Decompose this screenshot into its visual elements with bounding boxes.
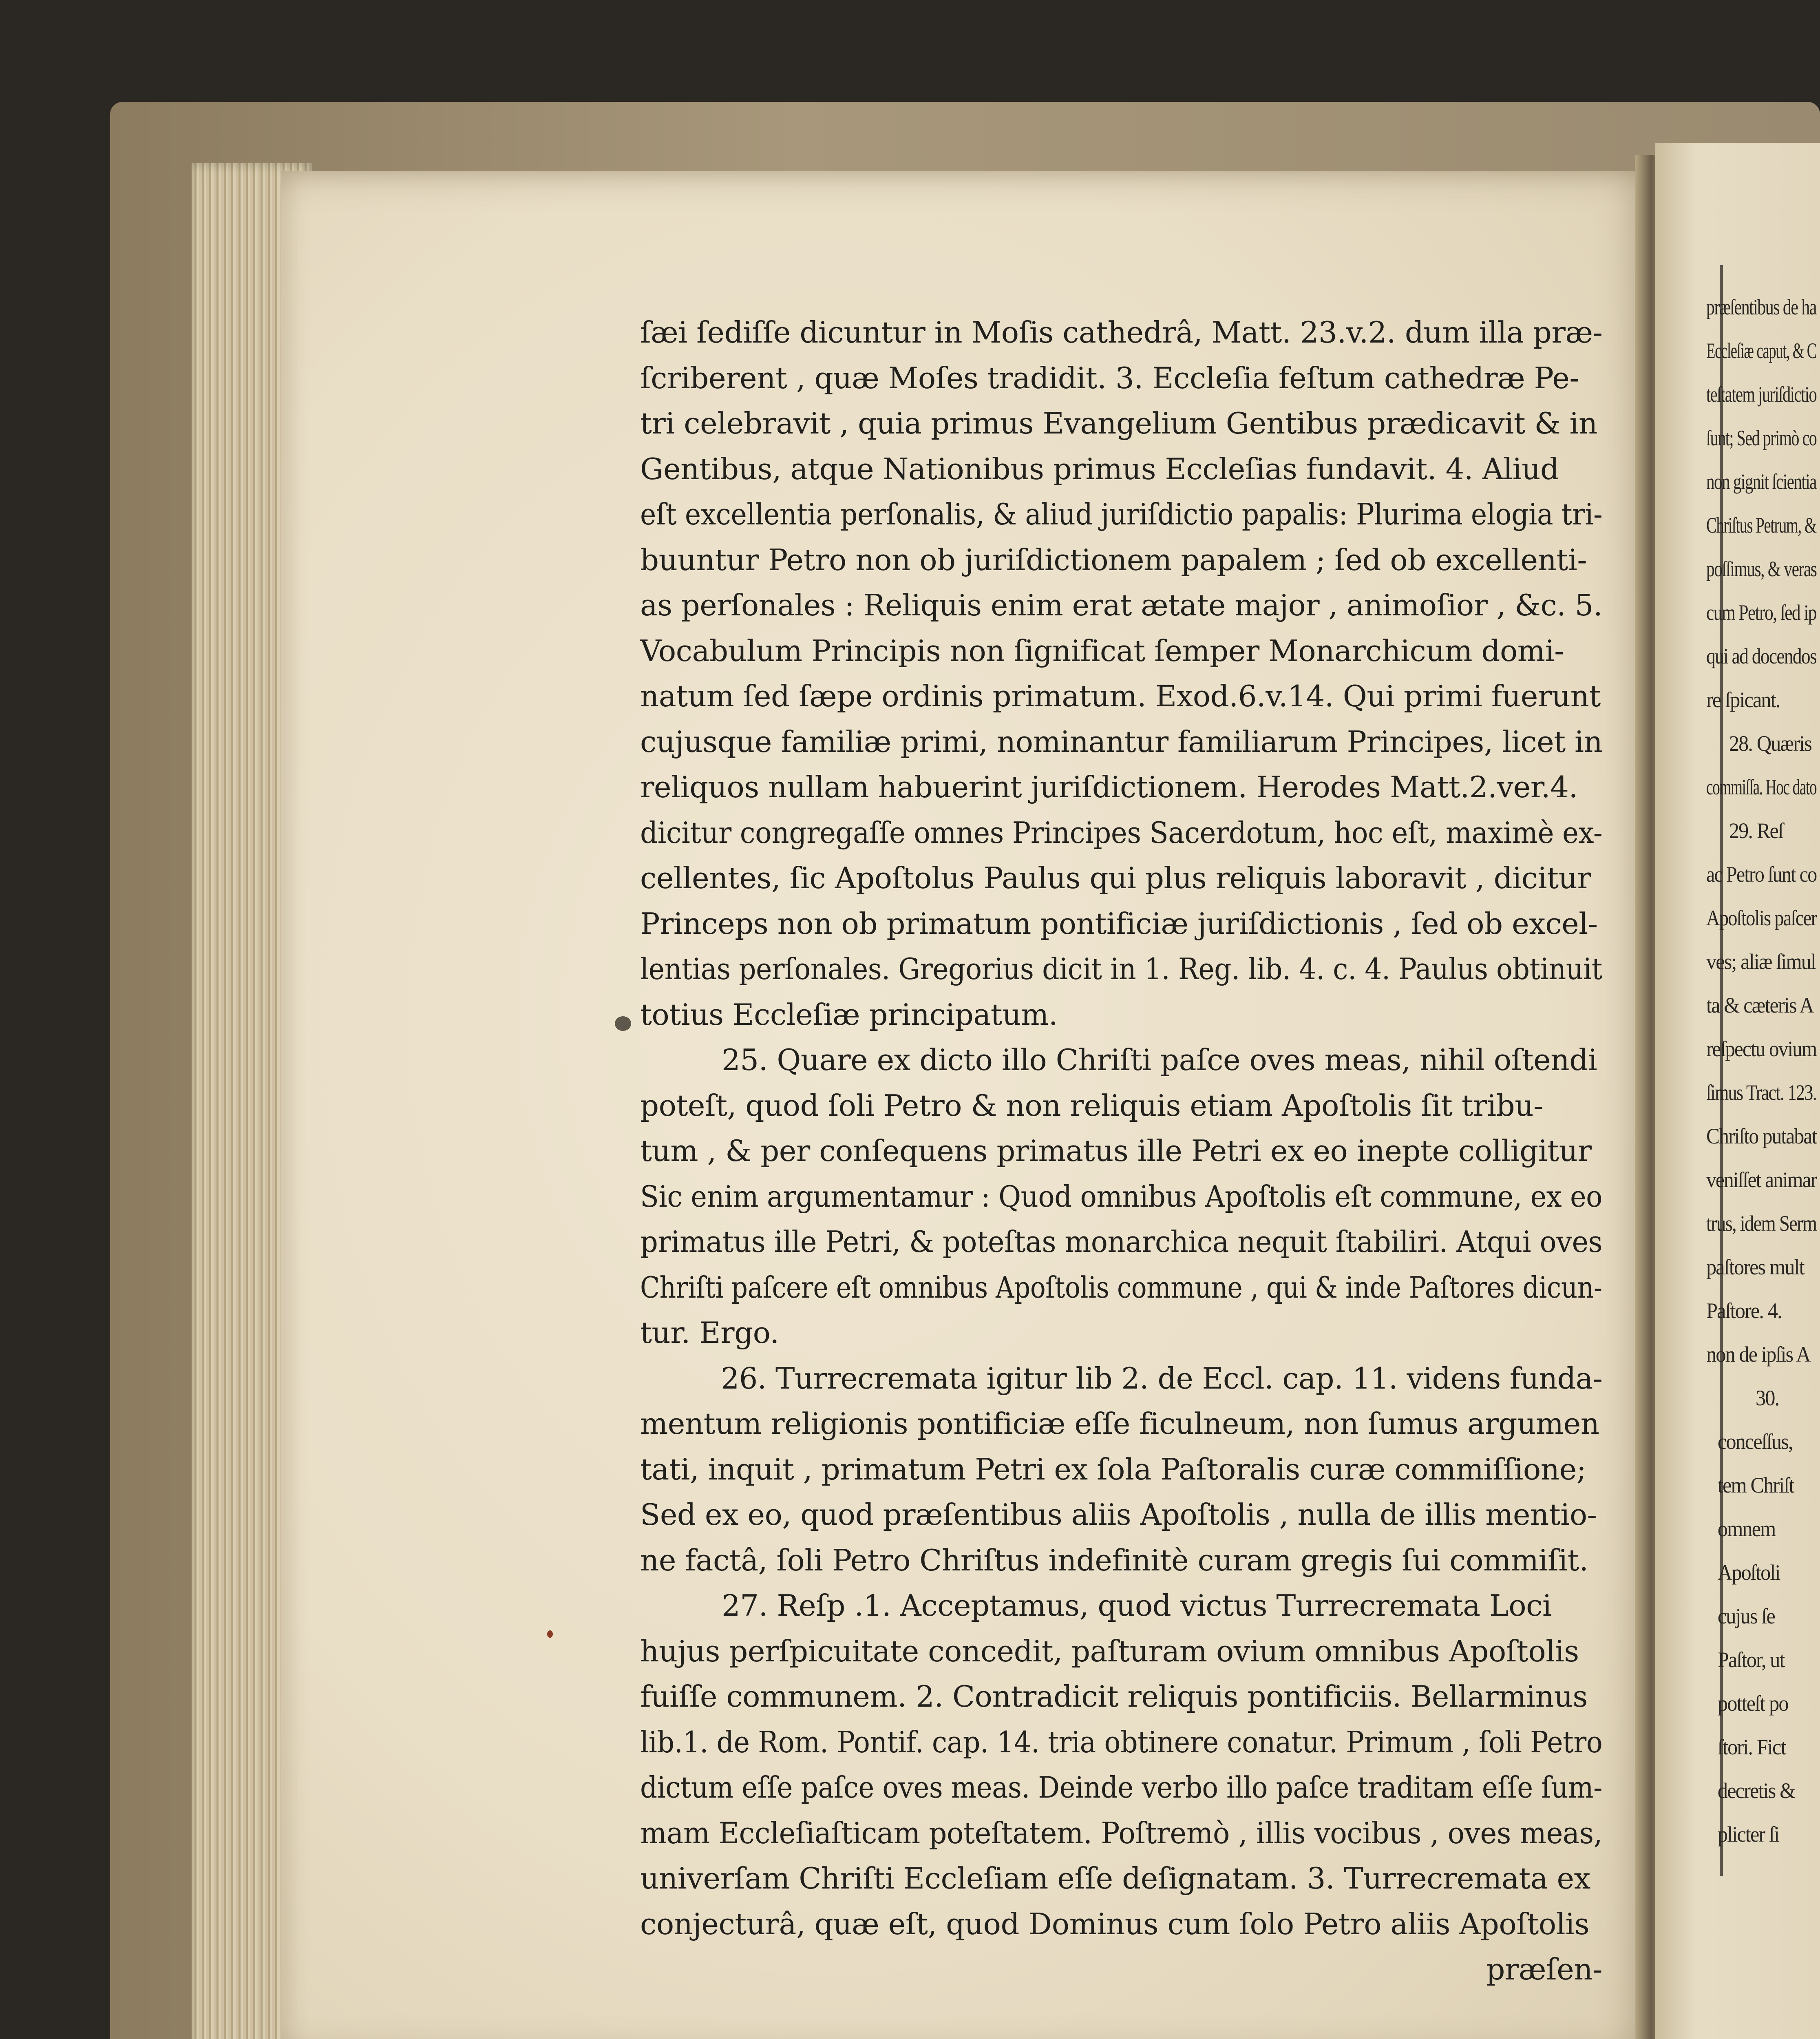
facing-text-line: præſentibus de ha (1706, 295, 1816, 319)
facing-text-line: teſtatem juriſdictio (1706, 382, 1817, 407)
facing-text-line: cujus ſe (1717, 1604, 1775, 1628)
page-text (640, 310, 1602, 1993)
text-line: Sed ex eo, quod præſentibus aliis Apoſtolis , nulla de illis mentio- (640, 1497, 1597, 1532)
facing-text-line: ſunt; Sed primò co (1706, 426, 1817, 450)
facing-text-line: non gignit ſcientia (1706, 469, 1816, 494)
text-line: ne factâ, ſoli Petro Chriſtus indefinitè curam gregis ſui commiſit. (640, 1543, 1588, 1577)
facing-page-text (1706, 285, 1820, 1856)
facing-text-line: ſimus Tract. 123. (1706, 1080, 1817, 1105)
facing-text-line: ac Petro ſunt co (1706, 862, 1817, 887)
facing-text-line: cum Petro, ſed ip (1706, 600, 1816, 625)
text-line: dictum eſſe paſce oves meas. Deinde verbo illo paſce traditam eſſe ſum- (640, 1770, 1602, 1805)
text-line: totius Eccleſiæ principatum. (640, 997, 1058, 1032)
text-line: primatus ille Petri, & poteſtas monarchica nequit ſtabiliri. Atqui oves (640, 1225, 1603, 1259)
text-line: 27. Reſp .1. Acceptamus, quod victus Turrecremata Loci (722, 1588, 1552, 1623)
facing-text-line: ves; aliæ ſimul (1706, 949, 1816, 974)
facing-text-line: trus, idem Serm (1706, 1211, 1817, 1236)
facing-text-line: conceſſus, (1717, 1429, 1793, 1454)
facing-text-line: commiſſa. Hoc dato (1706, 775, 1817, 799)
text-line: tri celebravit , quia primus Evangelium Gentibus prædicavit & in (640, 406, 1597, 440)
facing-text-line: qui ad docendos (1706, 644, 1816, 668)
facing-text-line: paſtores mult (1706, 1255, 1804, 1279)
ink-blot (547, 1630, 553, 1638)
facing-text-line: 30. (1756, 1386, 1779, 1410)
text-line: lib.1. de Rom. Pontif. cap. 14. tria obtinere conatur. Primum , ſoli Petro (640, 1725, 1603, 1759)
facing-text-line: Paſtore. 4. (1706, 1298, 1782, 1323)
text-line: as perſonales : Reliquis enim erat ætate major , animoſior , &c. 5. (640, 588, 1603, 622)
facing-text-line: tem Chriſt (1717, 1473, 1794, 1497)
text-line: cujusque familiæ primi, nominantur familiarum Principes, licet in (640, 724, 1603, 759)
facing-text-line: 29. Reſ (1729, 818, 1783, 843)
text-line: Chriſti paſcere eſt omnibus Apoſtolis commune , qui & inde Paſtores dicun- (640, 1270, 1602, 1305)
text-line: buuntur Petro non ob juriſdictionem papalem ; ſed ob excellenti- (640, 542, 1587, 577)
text-line: tum , & per conſequens primatus ille Petri ex eo inepte colligitur (640, 1134, 1592, 1168)
text-line: conjecturâ, quæ eſt, quod Dominus cum ſolo Petro aliis Apoſtolis (640, 1906, 1590, 1941)
text-line: reliquos nullam habuerint juriſdictionem. Herodes Matt.2.ver.4. (640, 770, 1578, 804)
text-line: univerſam Chriſti Eccleſiam eſſe deſignatam. 3. Turrecremata ex (640, 1861, 1590, 1895)
text-line: eſt excellentia perſonalis, & aliud juriſdictio papalis: Plurima elogia tri- (640, 497, 1603, 531)
facing-text-line: Paſtor, ut (1717, 1648, 1785, 1672)
text-line: 26. Turrecremata igitur lib 2. de Eccl. cap. 11. videns funda- (720, 1361, 1603, 1395)
facing-text-line: re ſpicant. (1706, 688, 1780, 712)
facing-text-line: Apoſtoli (1717, 1560, 1780, 1585)
text-line: hujus perſpicuitate concedit, paſturam ovium omnibus Apoſtolis (640, 1634, 1579, 1668)
facing-text-line: Chriſto putabat (1706, 1124, 1817, 1148)
text-line: tati, inquit , primatum Petri ex ſola Paſtoralis curæ commiſſione; (640, 1452, 1586, 1486)
facing-text-line: ta & cæteris A (1706, 993, 1813, 1017)
text-line: mam Eccleſiaſticam poteſtatem. Poſtremò , illis vocibus , oves meas, (640, 1816, 1603, 1850)
text-line: ſæi ſediſſe dicuntur in Moſis cathedrâ, Matt. 23.v.2. dum illa præ- (640, 315, 1603, 349)
text-line: lentias perſonales. Gregorius dicit in 1. Reg. lib. 4. c. 4. Paulus obtinuit (640, 952, 1602, 986)
text-line: tur. Ergo. (640, 1316, 779, 1350)
facing-text-line: veniſſet animar (1706, 1168, 1817, 1192)
facing-text-line: omnem (1717, 1517, 1776, 1541)
text-line: ſcriberent , quæ Moſes tradidit. 3. Eccleſia feſtum cathedræ Pe- (640, 360, 1579, 395)
text-line: dicitur congregaſſe omnes Principes Sacerdotum, hoc eſt, maximè ex- (640, 815, 1603, 850)
text-line: Vocabulum Principis non ſignificat ſemper Monarchicum domi- (640, 633, 1564, 668)
text-line: cellentes, ſic Apoſtolus Paulus qui plus reliquis laboravit , dicitur (640, 861, 1591, 895)
catchword: præſen- (1486, 1952, 1602, 1986)
facing-text-line: poſſimus, & veras (1706, 557, 1817, 581)
facing-text-line: Eccleſiæ caput, & C (1706, 338, 1816, 363)
text-line: Gentibus, atque Nationibus primus Eccleſias fundavit. 4. Aliud (640, 451, 1559, 486)
facing-text-line: plicter ſi (1717, 1822, 1779, 1847)
text-line: 25. Quare ex dicto illo Chriſti paſce oves meas, nihil oſtendi (722, 1043, 1597, 1077)
text-line: Sic enim argumentamur : Quod omnibus Apoſtolis eſt commune, ex eo (640, 1179, 1603, 1214)
facing-text-line: decretis & (1717, 1778, 1795, 1803)
facing-text-line: 28. Quæris (1729, 731, 1811, 756)
ink-blot (615, 1016, 631, 1031)
facing-text-line: non de ipſis A (1706, 1342, 1810, 1367)
text-line: poteſt, quod ſoli Petro & non reliquis etiam Apoſtolis ſit tribu- (640, 1088, 1543, 1123)
text-line: mentum religionis pontificiæ eſſe ficulneum, non ſumus argumen (640, 1407, 1599, 1441)
text-line: natum ſed ſæpe ordinis primatum. Exod.6.v.14. Qui primi fuerunt (640, 679, 1601, 713)
text-line: Princeps non ob primatum pontificiæ juriſdictionis , ſed ob excel- (640, 906, 1598, 941)
facing-text-line: potteſt po (1717, 1691, 1788, 1716)
facing-text-line: Chriſtus Petrum, & (1706, 513, 1816, 537)
facing-text-line: ſtori. Fict (1717, 1735, 1786, 1759)
text-line: fuiſſe communem. 2. Contradicit reliquis pontificiis. Bellarminus (640, 1679, 1588, 1714)
facing-text-line: reſpectu ovium (1706, 1037, 1817, 1061)
facing-text-line: Apoſtolis paſcer (1706, 906, 1817, 930)
